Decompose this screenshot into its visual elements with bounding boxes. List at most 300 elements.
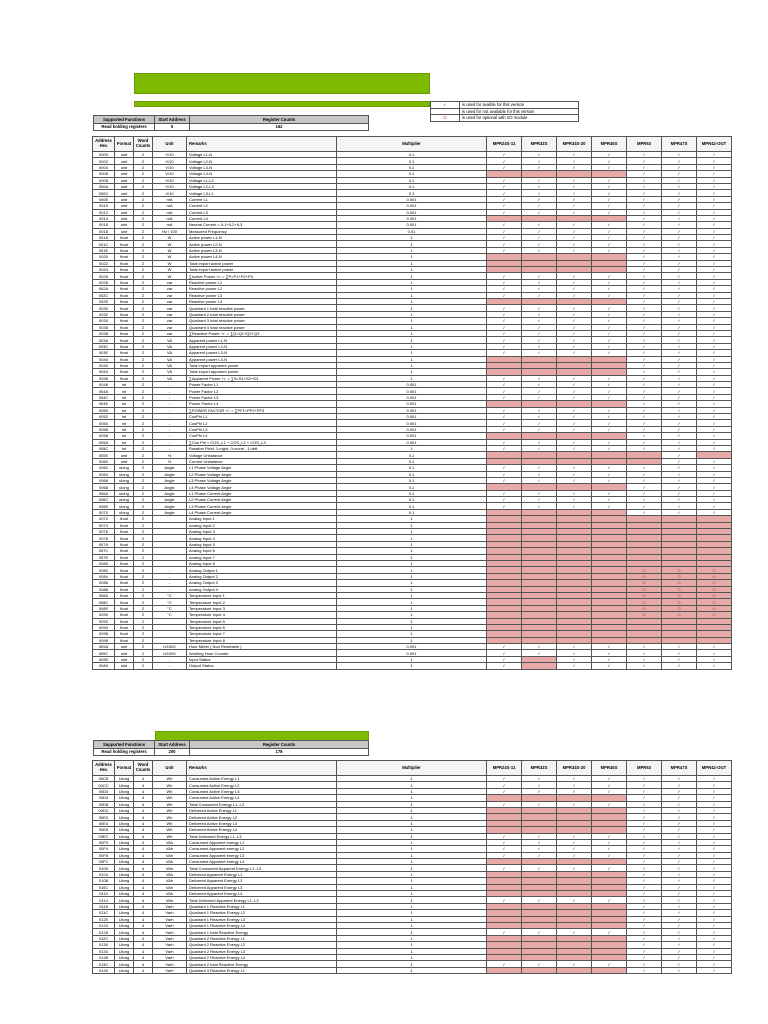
available-mark: ✓ — [662, 929, 697, 935]
table-cell: Ulong — [115, 878, 134, 884]
available-mark: ✓ — [662, 247, 697, 253]
table-cell: 1 — [337, 776, 487, 782]
table-cell: Quadrant 2 Reactive Energy L1 — [187, 935, 337, 941]
table-cell: float — [115, 305, 134, 311]
sup1-h0: Supported Functions — [94, 116, 155, 124]
available-mark: ✓ — [697, 471, 732, 477]
available-mark: ✓ — [487, 439, 522, 445]
available-mark: ✓ — [697, 369, 732, 375]
table-cell: CosPhi L2 — [187, 420, 337, 426]
table-cell: Analog Output 2 — [187, 573, 337, 579]
available-mark: ✓ — [487, 228, 522, 234]
column-header: MPR47S — [662, 137, 697, 152]
table-cell: Ulong — [115, 903, 134, 909]
table-cell: int — [115, 433, 134, 439]
available-mark: ✓ — [662, 420, 697, 426]
table-cell: 1 — [337, 235, 487, 241]
available-mark: ✓ — [662, 260, 697, 266]
available-mark: ✓ — [627, 807, 662, 813]
table-cell: 0080 — [93, 561, 115, 567]
table-cell: 001A — [93, 235, 115, 241]
table-cell: 1 — [337, 599, 487, 605]
available-mark: ✓ — [627, 865, 662, 871]
subtitle-banner — [134, 101, 430, 107]
title-banner — [134, 73, 430, 94]
table-cell: Ulong — [115, 897, 134, 903]
table-cell: 0.1 — [337, 152, 487, 158]
available-mark: ✓ — [697, 241, 732, 247]
available-mark: ✓ — [662, 871, 697, 877]
table-cell: Voltage L1-N — [187, 152, 337, 158]
table-cell: 2 — [134, 292, 153, 298]
available-mark: ✓ — [627, 650, 662, 656]
available-mark: ✓ — [662, 807, 697, 813]
table-cell: Voltage Unbalance — [187, 452, 337, 458]
column-header: MPR34S-20 — [557, 761, 592, 776]
available-mark: ✓ — [522, 801, 557, 807]
table-cell: 0016 — [93, 222, 115, 228]
table-cell: 011C — [93, 910, 115, 916]
table-cell: Working Hour Counter — [187, 650, 337, 656]
available-mark: ✓ — [592, 782, 627, 788]
optional-mark: O — [697, 599, 732, 605]
available-mark: ✓ — [662, 222, 697, 228]
available-mark: ✓ — [557, 203, 592, 209]
table-cell: Current L3 — [187, 209, 337, 215]
table-cell: 0.1 — [337, 509, 487, 515]
available-mark: ✓ — [557, 235, 592, 241]
available-mark: ✓ — [522, 382, 557, 388]
table-cell: 1 — [337, 820, 487, 826]
available-mark: ✓ — [662, 820, 697, 826]
available-mark: ✓ — [697, 782, 732, 788]
table-cell: 4 — [134, 922, 153, 928]
available-mark: ✓ — [662, 776, 697, 782]
table-cell: Angle — [153, 471, 187, 477]
available-mark: ✓ — [557, 656, 592, 662]
available-mark: ✓ — [697, 807, 732, 813]
table-cell: 1 — [337, 330, 487, 336]
sup2-h0: Supported Functions — [94, 741, 155, 749]
available-mark: ✓ — [592, 407, 627, 413]
available-mark: ✓ — [557, 497, 592, 503]
available-mark: ✓ — [627, 190, 662, 196]
table-cell: Ulong — [115, 961, 134, 967]
table-cell: Active power L1-N — [187, 235, 337, 241]
available-mark: ✓ — [662, 414, 697, 420]
table-cell: 2 — [134, 535, 153, 541]
available-mark: ✓ — [662, 846, 697, 852]
available-mark: ✓ — [592, 177, 627, 183]
available-mark: ✓ — [487, 656, 522, 662]
table-cell: 4 — [134, 929, 153, 935]
table-cell: float — [115, 311, 134, 317]
available-mark: ✓ — [557, 788, 592, 794]
available-mark: ✓ — [627, 298, 662, 304]
table-cell: 1 — [337, 356, 487, 362]
table-cell: Analog Input 4 — [187, 535, 337, 541]
available-mark: ✓ — [592, 330, 627, 336]
table-cell: 2 — [134, 548, 153, 554]
table-cell: Ulong — [115, 929, 134, 935]
table-cell: 2 — [134, 509, 153, 515]
table-cell: 1 — [337, 318, 487, 324]
table-cell: 00D0 — [93, 788, 115, 794]
table-cell: Varh — [153, 954, 187, 960]
available-mark: ✓ — [662, 407, 697, 413]
optional-mark: O — [662, 592, 697, 598]
available-mark: ✓ — [662, 433, 697, 439]
table-cell: 005C — [93, 445, 115, 451]
available-mark: ✓ — [557, 152, 592, 158]
table-cell: Delivered Apparent Energy L1 — [187, 871, 337, 877]
table-cell: 2 — [134, 394, 153, 400]
available-mark: ✓ — [487, 324, 522, 330]
table-cell: 2 — [134, 388, 153, 394]
table-cell: 0134 — [93, 948, 115, 954]
table-cell: 2 — [134, 362, 153, 368]
table-cell: Delivered Active Energy L3 — [187, 820, 337, 826]
available-mark: ✓ — [662, 375, 697, 381]
available-mark: ✓ — [592, 650, 627, 656]
table-cell: 00E8 — [93, 827, 115, 833]
available-mark: ✓ — [697, 247, 732, 253]
table-cell: 006A — [93, 490, 115, 496]
available-mark: ✓ — [662, 801, 697, 807]
available-mark: ✓ — [557, 420, 592, 426]
table-cell: 000E — [93, 196, 115, 202]
table-cell: Total export apparent power — [187, 369, 337, 375]
table-cell: 1 — [337, 852, 487, 858]
available-mark: ✓ — [592, 490, 627, 496]
table-cell: Voltage L3-N — [187, 164, 337, 170]
table-cell: 0086 — [93, 580, 115, 586]
table-cell: float — [115, 362, 134, 368]
table-cell: Ulong — [115, 788, 134, 794]
table-cell: 1 — [337, 279, 487, 285]
table-cell: VAh — [153, 878, 187, 884]
available-mark: ✓ — [697, 897, 732, 903]
table-cell: 0088 — [93, 586, 115, 592]
legend-text: is used for not available for this version — [460, 108, 579, 115]
table-cell: Varh — [153, 916, 187, 922]
available-mark: ✓ — [592, 375, 627, 381]
legend-table — [430, 101, 579, 122]
table-cell: ∑Cos Phi = COS_L1 + COS_L2 + COS_L3 — [187, 439, 337, 445]
column-header: Format — [115, 137, 134, 152]
table-cell: Total Consumed Energy L1..L3 — [187, 801, 337, 807]
table-cell: 0012 — [93, 209, 115, 215]
table-cell: Temperature Input 4 — [187, 612, 337, 618]
table-cell: 0130 — [93, 942, 115, 948]
available-mark: ✓ — [697, 910, 732, 916]
table-cell: 0108 — [93, 878, 115, 884]
available-mark: ✓ — [697, 961, 732, 967]
table-cell: Varh — [153, 929, 187, 935]
table-cell: 0.1 — [337, 158, 487, 164]
table-cell: - — [153, 586, 187, 592]
table-cell: 0054 — [93, 420, 115, 426]
table-cell: Ulong — [115, 922, 134, 928]
available-mark: ✓ — [697, 477, 732, 483]
table-cell: - — [153, 394, 187, 400]
table-cell: 1 — [337, 878, 487, 884]
available-mark: ✓ — [697, 846, 732, 852]
table-cell: 0030 — [93, 305, 115, 311]
available-mark: ✓ — [557, 330, 592, 336]
table-cell: 006C — [93, 497, 115, 503]
table-cell: 2 — [134, 177, 153, 183]
table-cell: 0022 — [93, 260, 115, 266]
table-cell: 0.001 — [337, 203, 487, 209]
table-cell: 0002 — [93, 158, 115, 164]
column-header: Unit — [153, 137, 187, 152]
available-mark: ✓ — [522, 318, 557, 324]
available-mark: ✓ — [662, 878, 697, 884]
table-cell: Ulong — [115, 871, 134, 877]
available-mark: ✓ — [627, 852, 662, 858]
table-cell: Quadrant 1 Reactive Energy L3 — [187, 916, 337, 922]
table-cell: 2 — [134, 407, 153, 413]
available-mark: ✓ — [662, 656, 697, 662]
table-cell: var — [153, 311, 187, 317]
available-mark: ✓ — [627, 279, 662, 285]
available-mark: ✓ — [522, 158, 557, 164]
table-cell: 4 — [134, 903, 153, 909]
available-mark: ✓ — [627, 776, 662, 782]
available-mark: ✓ — [522, 305, 557, 311]
table-cell: - — [153, 573, 187, 579]
column-header: MPR24S-11 — [487, 137, 522, 152]
table-cell: Analog Output 1 — [187, 567, 337, 573]
available-mark: ✓ — [697, 650, 732, 656]
table-cell: 1 — [337, 922, 487, 928]
optional-mark: O — [697, 612, 732, 618]
table-cell: - — [153, 414, 187, 420]
table-cell: 2 — [134, 311, 153, 317]
available-mark: ✓ — [662, 158, 697, 164]
available-mark: ✓ — [487, 203, 522, 209]
table-cell: 0.001 — [337, 414, 487, 420]
table-cell: 2 — [134, 183, 153, 189]
table-cell: 00FC — [93, 859, 115, 865]
table-cell: Quadrant 2 Reactive Energy L3 — [187, 948, 337, 954]
table-cell: ulong — [115, 509, 134, 515]
table-cell: 1 — [337, 567, 487, 573]
available-mark: ✓ — [627, 935, 662, 941]
table-cell: Hz / 100 — [153, 228, 187, 234]
table-cell: int — [115, 445, 134, 451]
available-mark: ✓ — [697, 865, 732, 871]
table-cell: var — [153, 279, 187, 285]
available-mark: ✓ — [487, 330, 522, 336]
column-header: Remarks — [187, 137, 337, 152]
table-cell: 1 — [337, 910, 487, 916]
table-cell: 0.1 — [337, 183, 487, 189]
table-cell: Wh — [153, 807, 187, 813]
available-mark: ✓ — [662, 203, 697, 209]
table-cell: 2 — [134, 573, 153, 579]
table-cell: 00F4 — [93, 846, 115, 852]
table-cell: 1 — [337, 586, 487, 592]
table-cell: 2 — [134, 605, 153, 611]
table-cell: 012C — [93, 935, 115, 941]
available-mark: ✓ — [697, 445, 732, 451]
table-cell: Voltage L2-N — [187, 158, 337, 164]
table-cell: Reactive power L2 — [187, 286, 337, 292]
table-cell: - — [153, 382, 187, 388]
available-mark: ✓ — [697, 209, 732, 215]
available-mark: ✓ — [592, 497, 627, 503]
table-cell: 1 — [337, 311, 487, 317]
table-cell: 1 — [337, 782, 487, 788]
optional-mark: O — [697, 592, 732, 598]
table-cell: float — [115, 529, 134, 535]
available-mark: ✓ — [627, 471, 662, 477]
table-cell: CosPhi L1 — [187, 414, 337, 420]
available-mark: ✓ — [697, 407, 732, 413]
table-cell: 0138 — [93, 954, 115, 960]
table-cell: float — [115, 554, 134, 560]
available-mark: ✓ — [487, 241, 522, 247]
table-cell: uint — [115, 164, 134, 170]
table-cell: 008E — [93, 605, 115, 611]
table-cell: 2 — [134, 477, 153, 483]
available-mark: ✓ — [697, 871, 732, 877]
available-mark: ✓ — [627, 286, 662, 292]
table-cell: 00EC — [93, 833, 115, 839]
available-mark: ✓ — [557, 490, 592, 496]
table-cell: ulong — [115, 477, 134, 483]
optional-mark: O — [697, 573, 732, 579]
table-cell: 2 — [134, 279, 153, 285]
table-cell: ∑Apparent Power +/- = ∑S=S1+S2+S3 — [187, 375, 337, 381]
available-mark: ✓ — [592, 897, 627, 903]
table-cell: Temperature Input 7 — [187, 631, 337, 637]
available-mark: ✓ — [592, 311, 627, 317]
available-mark: ✓ — [522, 343, 557, 349]
available-mark: ✓ — [592, 865, 627, 871]
available-mark: ✓ — [522, 782, 557, 788]
available-mark: ✓ — [592, 196, 627, 202]
table-cell: Quadrant 1 total reactive power — [187, 305, 337, 311]
available-mark: ✓ — [487, 420, 522, 426]
table-cell: 1 — [337, 871, 487, 877]
available-mark: ✓ — [627, 948, 662, 954]
table-cell: Wh — [153, 795, 187, 801]
available-mark: ✓ — [627, 484, 662, 490]
available-mark: ✓ — [697, 228, 732, 234]
available-mark: ✓ — [487, 846, 522, 852]
table-cell: 00CC — [93, 782, 115, 788]
available-mark: ✓ — [697, 967, 732, 973]
table-cell: °C — [153, 605, 187, 611]
available-mark: ✓ — [662, 903, 697, 909]
available-mark: ✓ — [592, 846, 627, 852]
table-cell: 4 — [134, 846, 153, 852]
available-mark: ✓ — [627, 337, 662, 343]
table-cell: 0124 — [93, 922, 115, 928]
available-mark: ✓ — [487, 318, 522, 324]
table-cell: VA — [153, 375, 187, 381]
available-mark: ✓ — [697, 420, 732, 426]
table-cell: 0.001 — [337, 650, 487, 656]
available-mark: ✓ — [662, 177, 697, 183]
table-cell: 008C — [93, 599, 115, 605]
available-mark: ✓ — [697, 152, 732, 158]
table-cell: float — [115, 561, 134, 567]
table-cell: 0094 — [93, 624, 115, 630]
available-mark: ✓ — [487, 209, 522, 215]
table-cell: W — [153, 235, 187, 241]
table-cell: Wh — [153, 782, 187, 788]
table-cell: 1 — [337, 541, 487, 547]
available-mark: ✓ — [627, 273, 662, 279]
table-cell: Angle — [153, 497, 187, 503]
table-cell: 4 — [134, 814, 153, 820]
table-cell: 2 — [134, 580, 153, 586]
available-mark: ✓ — [662, 292, 697, 298]
available-mark: ✓ — [662, 394, 697, 400]
table-cell: 0050 — [93, 407, 115, 413]
table-cell: Wh — [153, 776, 187, 782]
table-cell: 2 — [134, 356, 153, 362]
available-mark: ✓ — [487, 292, 522, 298]
available-mark: ✓ — [697, 891, 732, 897]
table-cell: Quadrant 4 total reactive power — [187, 324, 337, 330]
table-cell: 0.001 — [337, 407, 487, 413]
table-cell: Analog Output 4 — [187, 586, 337, 592]
table-cell: 1 — [337, 343, 487, 349]
table-cell: 002E — [93, 298, 115, 304]
available-mark: ✓ — [522, 644, 557, 650]
table-cell: Voltage L4-N — [187, 171, 337, 177]
table-cell: 2 — [134, 324, 153, 330]
available-mark: ✓ — [487, 247, 522, 253]
available-mark: ✓ — [487, 663, 522, 669]
available-mark: ✓ — [487, 337, 522, 343]
table-cell: Varh — [153, 967, 187, 973]
available-mark: ✓ — [627, 656, 662, 662]
table-cell: float — [115, 247, 134, 253]
table-cell: °C — [153, 612, 187, 618]
available-mark: ✓ — [697, 833, 732, 839]
available-mark: ✓ — [697, 814, 732, 820]
table-cell: 4 — [134, 839, 153, 845]
available-mark: ✓ — [522, 833, 557, 839]
table-cell: Total Delivered Energy L1..L3 — [187, 833, 337, 839]
table-cell: Consumed Apparent energy L2 — [187, 846, 337, 852]
table-cell: L4 Phase Voltage Angle — [187, 484, 337, 490]
table-cell: float — [115, 292, 134, 298]
table-cell: 2 — [134, 484, 153, 490]
table-cell: 2 — [134, 592, 153, 598]
table-cell: 00DC — [93, 807, 115, 813]
available-mark: ✓ — [592, 286, 627, 292]
available-mark: ✓ — [697, 267, 732, 273]
optional-mark: O — [627, 580, 662, 586]
available-mark: ✓ — [627, 782, 662, 788]
available-mark: ✓ — [697, 878, 732, 884]
table-cell: float — [115, 631, 134, 637]
table-cell: 2 — [134, 375, 153, 381]
available-mark: ✓ — [522, 222, 557, 228]
table-cell: Ulong — [115, 795, 134, 801]
available-mark: ✓ — [522, 337, 557, 343]
table-cell: Apparent power L2-N — [187, 343, 337, 349]
available-mark: ✓ — [662, 343, 697, 349]
available-mark: ✓ — [697, 801, 732, 807]
